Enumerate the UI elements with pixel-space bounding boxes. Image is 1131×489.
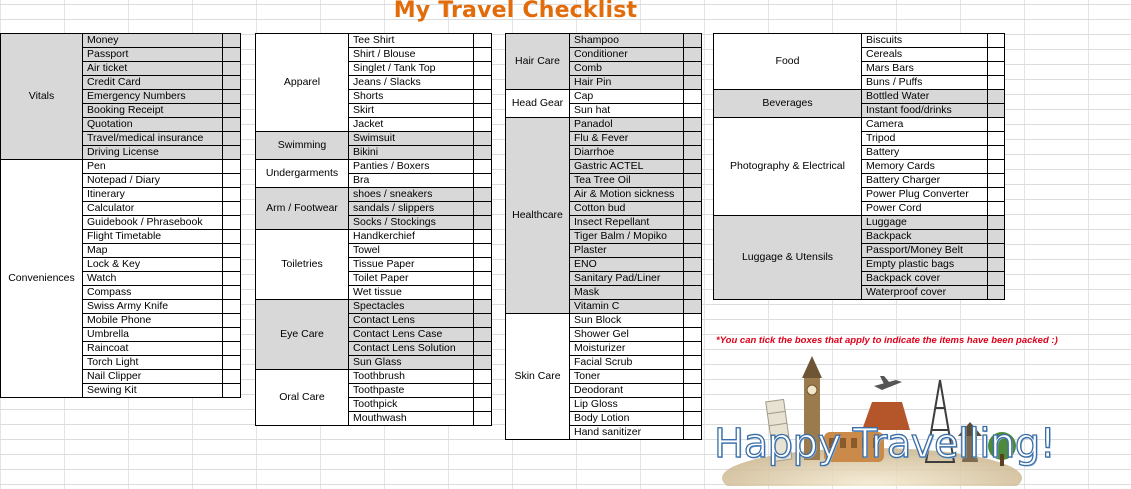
tick-box[interactable] — [474, 132, 492, 146]
tick-box[interactable] — [223, 76, 241, 90]
category-label: Hair Care — [506, 34, 570, 90]
tick-box[interactable] — [684, 188, 702, 202]
tick-box[interactable] — [474, 384, 492, 398]
checklist-item-label: Battery Charger — [862, 174, 988, 188]
tick-box[interactable] — [684, 244, 702, 258]
table-row — [506, 118, 702, 132]
tick-box[interactable] — [988, 230, 1005, 244]
checklist-item-label: sandals / slippers — [349, 202, 474, 216]
tick-box[interactable] — [223, 300, 241, 314]
tick-box[interactable] — [474, 174, 492, 188]
checklist-item-label: Hair Pin — [570, 76, 684, 90]
category-label: Beverages — [714, 90, 862, 118]
checklist-item-label: Cotton bud — [570, 202, 684, 216]
checklist-item-label: Flight Timetable — [83, 230, 223, 244]
tick-box[interactable] — [988, 272, 1005, 286]
tick-box[interactable] — [223, 216, 241, 230]
checklist-item-label: Mask — [570, 286, 684, 300]
category-label: Healthcare — [506, 118, 570, 314]
checklist-item-label: Camera — [862, 118, 988, 132]
tick-box[interactable] — [684, 398, 702, 412]
checklist-item-label: Sun Glass — [349, 356, 474, 370]
tick-box[interactable] — [223, 160, 241, 174]
happy-travelling-banner: Happy Travelling! — [714, 421, 1056, 467]
table-row — [256, 230, 492, 244]
checklist-item-label: Cereals — [862, 48, 988, 62]
table-row — [506, 90, 702, 104]
tick-box[interactable] — [223, 286, 241, 300]
checklist-item-label: Shampoo — [570, 34, 684, 48]
tick-box[interactable] — [684, 426, 702, 440]
table-row — [256, 300, 492, 314]
checklist-item-label: Umbrella — [83, 328, 223, 342]
category-label: Oral Care — [256, 370, 349, 426]
checklist-item-label: Shorts — [349, 90, 474, 104]
checklist-item-label: Toilet Paper — [349, 272, 474, 286]
checklist-item-label: Quotation — [83, 118, 223, 132]
checklist-item-label: Sewing Kit — [83, 384, 223, 398]
checklist-item-label: Plaster — [570, 244, 684, 258]
tick-box[interactable] — [474, 328, 492, 342]
tick-box[interactable] — [474, 90, 492, 104]
tick-box[interactable] — [684, 314, 702, 328]
checklist-item-label: Sun hat — [570, 104, 684, 118]
checklist-item-label: Mars Bars — [862, 62, 988, 76]
tick-box[interactable] — [223, 202, 241, 216]
checklist-item-label: Mouthwash — [349, 412, 474, 426]
tick-box[interactable] — [223, 34, 241, 48]
tick-box[interactable] — [684, 62, 702, 76]
checklist-item-label: Money — [83, 34, 223, 48]
tick-box[interactable] — [474, 370, 492, 384]
tick-box[interactable] — [474, 202, 492, 216]
tick-box[interactable] — [684, 202, 702, 216]
tick-box[interactable] — [223, 328, 241, 342]
checklist-item-label: Pen — [83, 160, 223, 174]
checklist-item-label: Towel — [349, 244, 474, 258]
checklist-item-label: Travel/medical insurance — [83, 132, 223, 146]
tick-box[interactable] — [223, 174, 241, 188]
checklist-item-label: Handkerchief — [349, 230, 474, 244]
checklist-item-label: Tripod — [862, 132, 988, 146]
tick-box[interactable] — [223, 342, 241, 356]
tick-box[interactable] — [988, 286, 1005, 300]
checklist-item-label: Toothpick — [349, 398, 474, 412]
checklist-item-label: Luggage — [862, 216, 988, 230]
checklist-item-label: Backpack — [862, 230, 988, 244]
category-label: Toiletries — [256, 230, 349, 300]
checklist-item-label: Insect Repellant — [570, 216, 684, 230]
tick-box[interactable] — [684, 104, 702, 118]
tick-box[interactable] — [684, 370, 702, 384]
checklist-item-label: Lock & Key — [83, 258, 223, 272]
checklist-item-label: Facial Scrub — [570, 356, 684, 370]
category-label: Apparel — [256, 34, 349, 132]
checklist-item-label: Singlet / Tank Top — [349, 62, 474, 76]
checklist-item-label: Power Plug Converter — [862, 188, 988, 202]
checklist-item-label: ENO — [570, 258, 684, 272]
checklist-column-1 — [0, 33, 241, 398]
checklist-item-label: Passport/Money Belt — [862, 244, 988, 258]
category-label: Skin Care — [506, 314, 570, 440]
tick-box[interactable] — [223, 48, 241, 62]
checklist-item-label: Mobile Phone — [83, 314, 223, 328]
tick-box[interactable] — [474, 230, 492, 244]
checklist-item-label: Instant food/drinks — [862, 104, 988, 118]
checklist-item-label: Contact Lens Case — [349, 328, 474, 342]
tick-box[interactable] — [474, 188, 492, 202]
checklist-item-label: Tissue Paper — [349, 258, 474, 272]
tick-box[interactable] — [684, 216, 702, 230]
tick-box[interactable] — [474, 48, 492, 62]
checklist-item-label: Emergency Numbers — [83, 90, 223, 104]
tick-box[interactable] — [223, 384, 241, 398]
table-row — [506, 314, 702, 328]
tick-box[interactable] — [988, 174, 1005, 188]
tick-box[interactable] — [988, 48, 1005, 62]
tick-box[interactable] — [988, 216, 1005, 230]
tick-box[interactable] — [223, 118, 241, 132]
checklist-item-label: Bottled Water — [862, 90, 988, 104]
tick-box[interactable] — [474, 146, 492, 160]
checklist-item-label: Toner — [570, 370, 684, 384]
tick-box[interactable] — [988, 258, 1005, 272]
checklist-item-label: Nail Clipper — [83, 370, 223, 384]
checklist-item-label: Watch — [83, 272, 223, 286]
tick-box[interactable] — [684, 412, 702, 426]
tick-box[interactable] — [684, 272, 702, 286]
tick-box[interactable] — [474, 104, 492, 118]
category-label: Swimming — [256, 132, 349, 160]
category-label: Eye Care — [256, 300, 349, 370]
tick-box[interactable] — [988, 202, 1005, 216]
checklist-column-3 — [505, 33, 702, 440]
tick-box[interactable] — [988, 62, 1005, 76]
tick-box[interactable] — [474, 62, 492, 76]
checklist-item-label: Compass — [83, 286, 223, 300]
category-label: Undergarments — [256, 160, 349, 188]
checklist-item-label: Notepad / Diary — [83, 174, 223, 188]
table-row — [256, 370, 492, 384]
checklist-column-2 — [255, 33, 492, 426]
table-row — [714, 216, 1005, 230]
tick-box[interactable] — [684, 174, 702, 188]
checklist-item-label: Credit Card — [83, 76, 223, 90]
checklist-item-label: Sun Block — [570, 314, 684, 328]
checklist-item-label: Torch Light — [83, 356, 223, 370]
tick-box[interactable] — [474, 286, 492, 300]
category-label: Arm / Footwear — [256, 188, 349, 230]
tick-box[interactable] — [988, 118, 1005, 132]
checklist-item-label: Diarrhoe — [570, 146, 684, 160]
tick-box[interactable] — [684, 146, 702, 160]
checklist-item-label: Toothpaste — [349, 384, 474, 398]
checklist-item-label: Body Lotion — [570, 412, 684, 426]
checklist-column-4 — [713, 33, 1005, 300]
checklist-item-label: Booking Receipt — [83, 104, 223, 118]
tick-box[interactable] — [474, 356, 492, 370]
tick-box[interactable] — [474, 160, 492, 174]
checklist-item-label: Panties / Boxers — [349, 160, 474, 174]
tick-box[interactable] — [684, 258, 702, 272]
checklist-item-label: Memory Cards — [862, 160, 988, 174]
checklist-item-label: Calculator — [83, 202, 223, 216]
tick-box[interactable] — [474, 300, 492, 314]
table-row — [256, 34, 492, 48]
tick-box[interactable] — [684, 356, 702, 370]
tick-box[interactable] — [684, 328, 702, 342]
checklist-item-label: Panadol — [570, 118, 684, 132]
tick-box[interactable] — [988, 34, 1005, 48]
checklist-item-label: Flu & Fever — [570, 132, 684, 146]
tick-box[interactable] — [684, 132, 702, 146]
tick-box[interactable] — [684, 342, 702, 356]
category-label: Head Gear — [506, 90, 570, 118]
checklist-item-label: Contact Lens Solution — [349, 342, 474, 356]
tick-box[interactable] — [474, 216, 492, 230]
tick-box[interactable] — [223, 90, 241, 104]
checklist-item-label: Socks / Stockings — [349, 216, 474, 230]
tick-box[interactable] — [988, 160, 1005, 174]
tick-box[interactable] — [684, 230, 702, 244]
checklist-item-label: Air & Motion sickness — [570, 188, 684, 202]
category-label: Luggage & Utensils — [714, 216, 862, 300]
checklist-item-label: Swimsuit — [349, 132, 474, 146]
checklist-item-label: Contact Lens — [349, 314, 474, 328]
checklist-item-label: shoes / sneakers — [349, 188, 474, 202]
tick-box[interactable] — [474, 342, 492, 356]
table-row — [1, 160, 241, 174]
checklist-item-label: Cap — [570, 90, 684, 104]
checklist-item-label: Gastric ACTEL — [570, 160, 684, 174]
checklist-item-label: Toothbrush — [349, 370, 474, 384]
table-row — [714, 118, 1005, 132]
checklist-item-label: Shower Gel — [570, 328, 684, 342]
checklist-item-label: Itinerary — [83, 188, 223, 202]
tick-box[interactable] — [684, 300, 702, 314]
checklist-item-label: Wet tissue — [349, 286, 474, 300]
checklist-item-label: Guidebook / Phrasebook — [83, 216, 223, 230]
tick-box[interactable] — [474, 118, 492, 132]
tick-box[interactable] — [684, 384, 702, 398]
checklist-item-label: Map — [83, 244, 223, 258]
tick-box[interactable] — [223, 244, 241, 258]
tick-box[interactable] — [684, 76, 702, 90]
checklist-item-label: Tiger Balm / Mopiko — [570, 230, 684, 244]
checklist-item-label: Deodorant — [570, 384, 684, 398]
checklist-item-label: Raincoat — [83, 342, 223, 356]
tick-box[interactable] — [223, 62, 241, 76]
checklist-item-label: Conditioner — [570, 48, 684, 62]
category-label: Food — [714, 34, 862, 90]
table-row — [714, 90, 1005, 104]
checklist-item-label: Buns / Puffs — [862, 76, 988, 90]
tick-box[interactable] — [223, 258, 241, 272]
category-label: Photography & Electrical — [714, 118, 862, 216]
tick-box[interactable] — [988, 188, 1005, 202]
checklist-item-label: Empty plastic bags — [862, 258, 988, 272]
tick-box[interactable] — [988, 76, 1005, 90]
category-label: Vitals — [1, 34, 83, 160]
table-row — [256, 132, 492, 146]
tick-box[interactable] — [223, 314, 241, 328]
tick-box[interactable] — [474, 314, 492, 328]
tick-box[interactable] — [223, 272, 241, 286]
checklist-item-label: Sanitary Pad/Liner — [570, 272, 684, 286]
category-label: Conveniences — [1, 160, 83, 398]
tick-box[interactable] — [684, 90, 702, 104]
checklist-item-label: Passport — [83, 48, 223, 62]
checklist-item-label: Biscuits — [862, 34, 988, 48]
checklist-item-label: Bra — [349, 174, 474, 188]
checklist-item-label: Comb — [570, 62, 684, 76]
checklist-item-label: Skirt — [349, 104, 474, 118]
instruction-note: *You can tick the boxes that apply to indicate the items have been packed :) — [716, 335, 1058, 346]
tick-box[interactable] — [474, 412, 492, 426]
checklist-item-label: Driving License — [83, 146, 223, 160]
checklist-item-label: Air ticket — [83, 62, 223, 76]
tick-box[interactable] — [474, 258, 492, 272]
tick-box[interactable] — [474, 272, 492, 286]
tick-box[interactable] — [988, 244, 1005, 258]
checklist-item-label: Spectacles — [349, 300, 474, 314]
tick-box[interactable] — [684, 34, 702, 48]
tick-box[interactable] — [684, 286, 702, 300]
tick-box[interactable] — [223, 146, 241, 160]
tick-box[interactable] — [223, 230, 241, 244]
checklist-item-label: Jeans / Slacks — [349, 76, 474, 90]
checklist-item-label: Battery — [862, 146, 988, 160]
tick-box[interactable] — [223, 188, 241, 202]
table-row — [714, 34, 1005, 48]
tick-box[interactable] — [474, 34, 492, 48]
tick-box[interactable] — [988, 146, 1005, 160]
checklist-item-label: Waterproof cover — [862, 286, 988, 300]
checklist-item-label: Hand sanitizer — [570, 426, 684, 440]
checklist-item-label: Tee Shirt — [349, 34, 474, 48]
tick-box[interactable] — [684, 160, 702, 174]
tick-box[interactable] — [223, 104, 241, 118]
table-row — [256, 160, 492, 174]
tick-box[interactable] — [223, 356, 241, 370]
checklist-item-label: Backpack cover — [862, 272, 988, 286]
tick-box[interactable] — [684, 48, 702, 62]
tick-box[interactable] — [988, 104, 1005, 118]
table-row — [506, 34, 702, 48]
checklist-item-label: Lip Gloss — [570, 398, 684, 412]
table-row — [256, 188, 492, 202]
checklist-item-label: Shirt / Blouse — [349, 48, 474, 62]
tick-box[interactable] — [474, 398, 492, 412]
table-row — [1, 34, 241, 48]
tick-box[interactable] — [474, 76, 492, 90]
tick-box[interactable] — [223, 370, 241, 384]
tick-box[interactable] — [988, 132, 1005, 146]
page-title: My Travel Checklist — [393, 0, 638, 23]
tick-box[interactable] — [988, 90, 1005, 104]
checklist-item-label: Bikini — [349, 146, 474, 160]
checklist-item-label: Vitamin C — [570, 300, 684, 314]
tick-box[interactable] — [684, 118, 702, 132]
checklist-item-label: Moisturizer — [570, 342, 684, 356]
checklist-item-label: Power Cord — [862, 202, 988, 216]
checklist-item-label: Swiss Army Knife — [83, 300, 223, 314]
checklist-item-label: Jacket — [349, 118, 474, 132]
tick-box[interactable] — [223, 132, 241, 146]
tick-box[interactable] — [474, 244, 492, 258]
checklist-item-label: Tea Tree Oil — [570, 174, 684, 188]
